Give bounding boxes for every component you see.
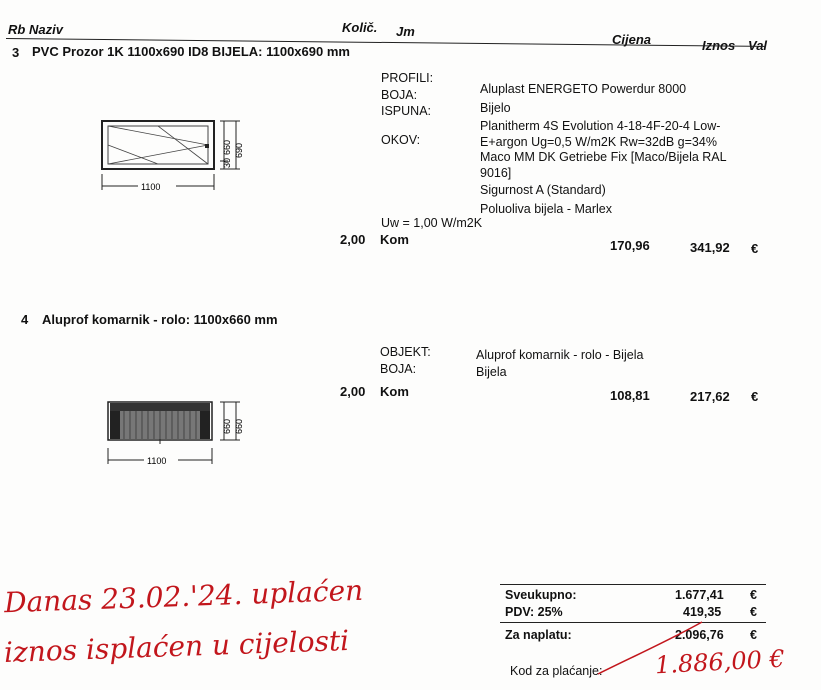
spec-value: Aluprof komarnik - rolo - Bijela (476, 348, 644, 362)
spec-value: Aluplast ENERGETO Powerdur 8000 (480, 82, 687, 96)
header-val: Val (748, 38, 768, 53)
spec-value: Bijelo (480, 100, 511, 115)
drawing-dim-h1: 660 (222, 418, 232, 434)
item-unit: Kom (380, 384, 409, 399)
due-label: Za naplatu: (505, 628, 572, 642)
item-title: Aluprof komarnik - rolo: 1100x660 mm (42, 312, 278, 327)
item-title: PVC Prozor 1K 1100x690 ID8 BIJELA: 1100x690 mm (32, 44, 350, 59)
item-total: 217,62 (690, 389, 730, 404)
spec-value: Planitherm 4S Evolution 4-18-4F-20-4 Low- (480, 119, 721, 133)
header-rb: Rb (8, 22, 26, 37)
screen-drawing (100, 398, 260, 468)
spec-value: Sigurnost A (Standard) (480, 183, 606, 197)
drawing-dim-h3: 690 (234, 142, 244, 158)
subtotal-value: 1.677,41 (675, 588, 724, 602)
item-currency: € (751, 389, 759, 404)
item-price: 108,81 (610, 388, 650, 403)
subtotal-label: Sveukupno: (505, 588, 577, 602)
drawing-dim-width: 1100 (141, 182, 161, 192)
spec-value: E+argon Ug=0,5 W/m2K Rw=32dB g=34% (480, 134, 717, 149)
header-naziv: Naziv (29, 22, 63, 37)
drawing-dim-h2: 660 (234, 418, 244, 434)
payment-code-label: Kod za plaćanje: (510, 664, 603, 678)
uw-value: Uw = 1,00 W/m2K (381, 216, 483, 230)
summary-top-rule (500, 584, 766, 585)
handwritten-line-2: iznos isplaćen u cijelosti (3, 623, 350, 670)
header-iznos: Iznos (702, 38, 736, 53)
item-qty: 2,00 (340, 384, 366, 399)
spec-label: OBJEKT: (380, 345, 431, 359)
item-rb: 3 (12, 45, 20, 60)
handwritten-line-1: Danas 23.02.'24. uplaćen (3, 573, 364, 620)
item-unit: Kom (380, 232, 409, 247)
item-currency: € (751, 241, 759, 256)
item-price: 170,96 (610, 238, 650, 253)
item-total: 341,92 (690, 240, 730, 255)
header-jm: Jm (396, 24, 415, 39)
spec-labels (380, 344, 431, 378)
spec-label: OKOV: (381, 133, 421, 147)
header-cijena: Cijena (612, 32, 652, 47)
spec-value: Poluoliva bijela - Marlex (480, 201, 613, 216)
spec-value: 9016] (480, 165, 512, 180)
header-kolicina: Količ. (342, 20, 378, 35)
spec-label: BOJA: (380, 362, 417, 376)
handwritten-amount: 1.886,00 € (654, 644, 786, 680)
strike-mark (590, 618, 710, 678)
drawing-dim-h2: 660 (222, 139, 232, 155)
item-qty: 2,00 (340, 232, 366, 247)
spec-label: ISPUNA: (381, 104, 432, 118)
spec-label: BOJA: (381, 87, 418, 102)
spec-values (476, 347, 643, 381)
spec-value: Maco MM DK Getriebe Fix [Maco/Bijela RAL (480, 150, 727, 164)
spec-label: PROFILI: (381, 71, 434, 85)
item-rb: 4 (21, 312, 29, 327)
subtotal-currency: € (750, 588, 757, 602)
drawing-dim-width: 1100 (147, 456, 167, 466)
due-value: 2.096,76 (675, 628, 724, 642)
spec-labels (381, 70, 433, 149)
vat-currency: € (750, 605, 757, 619)
due-currency: € (750, 628, 757, 642)
spec-value: Bijela (476, 365, 507, 379)
drawing-dim-h1: 30 (222, 157, 232, 168)
window-drawing (100, 118, 260, 193)
vat-label: PDV: 25% (505, 605, 563, 619)
spec-values (480, 82, 727, 217)
vat-value: 419,35 (683, 605, 722, 619)
